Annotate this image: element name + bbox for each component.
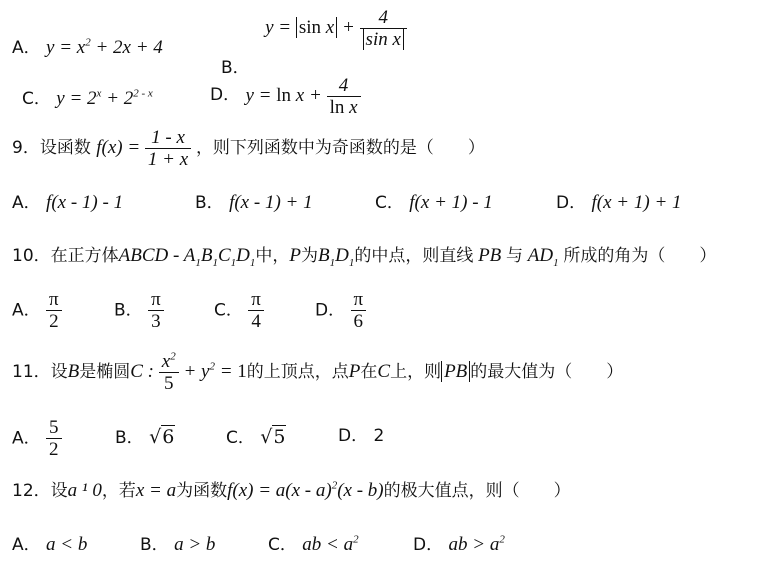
- q12-option-b: B． a > b: [140, 534, 216, 555]
- q10-option-b: B． $\frac{\pi}{3}$: [114, 290, 164, 331]
- q12-stem: 12．设a ¹ 0，若x = a为函数f(x) = a(x - a)$^2$(x - b)的极大值点，则（ ）: [12, 479, 571, 501]
- q12-option-a: A． a < b: [12, 534, 88, 555]
- q9-option-c: C． f(x + 1) - 1: [375, 192, 493, 213]
- q8-option-b: B． y = sin x + $\frac{4}{\text{sin x}}$: [221, 8, 397, 49]
- q8-c-formula: $y = 2^x + 2^{2 - x}$: [56, 87, 153, 109]
- q11-option-c: C． √5: [226, 426, 286, 448]
- q8-d-formula: y = ln x + $\frac{4}{\text{ln x}}$: [246, 85, 361, 106]
- q9-function: f(x) = $\frac{1 - x}{1 + x}$: [96, 137, 196, 158]
- q11-option-a: A． $\frac{5}{2}$: [12, 418, 62, 459]
- q12-option-c: C． ab < $a^2$: [268, 533, 359, 555]
- q8-option-d: D． y = ln x + $\frac{4}{\text{ln x}}$: [210, 76, 361, 117]
- q10-option-c: C． $\frac{\pi}{4}$: [214, 290, 264, 331]
- q9-stem: 9．设函数 f(x) = $\frac{1 - x}{1 + x}$ ，则下列函数中为奇函数的是（ ）: [12, 127, 485, 170]
- q10-option-a: A． $\frac{\pi}{2}$: [12, 290, 62, 331]
- q12-option-d: D． ab > $a^2$: [413, 533, 505, 555]
- q10-stem: 10．在正方体ABCD - $A_1B_1C_1D_1$中，P为$B_1D_1$的中点，则直线 PB 与 $AD_1$ 所成的角为（ ）: [12, 245, 717, 269]
- q11-option-b: B． √6: [115, 426, 175, 448]
- q9-option-d: D． f(x + 1) + 1: [556, 192, 682, 213]
- q11-option-d: D． 2: [338, 426, 385, 446]
- q9-option-a: A． f(x - 1) - 1: [12, 192, 124, 213]
- q8-a-formula: $y = x^2 + 2x + 4$: [46, 36, 163, 58]
- q8-b-formula: y = sin x + $\frac{4}{\text{sin x}}$: [265, 17, 407, 38]
- q10-option-d: D． $\frac{\pi}{6}$: [315, 290, 366, 331]
- q8-option-c: C． $y = 2^x + 2^{2 - x}$: [22, 87, 153, 109]
- q11-stem: 11．设B是椭圆C : $\frac{x^2}{5}$ + $y^2 = 1$的上顶点，点P在C上，则 PB 的最大值为（ ）: [12, 350, 624, 394]
- q9-option-b: B． f(x - 1) + 1: [195, 192, 313, 213]
- q8-option-a: A． $y = x^2 + 2x + 4$: [12, 36, 163, 58]
